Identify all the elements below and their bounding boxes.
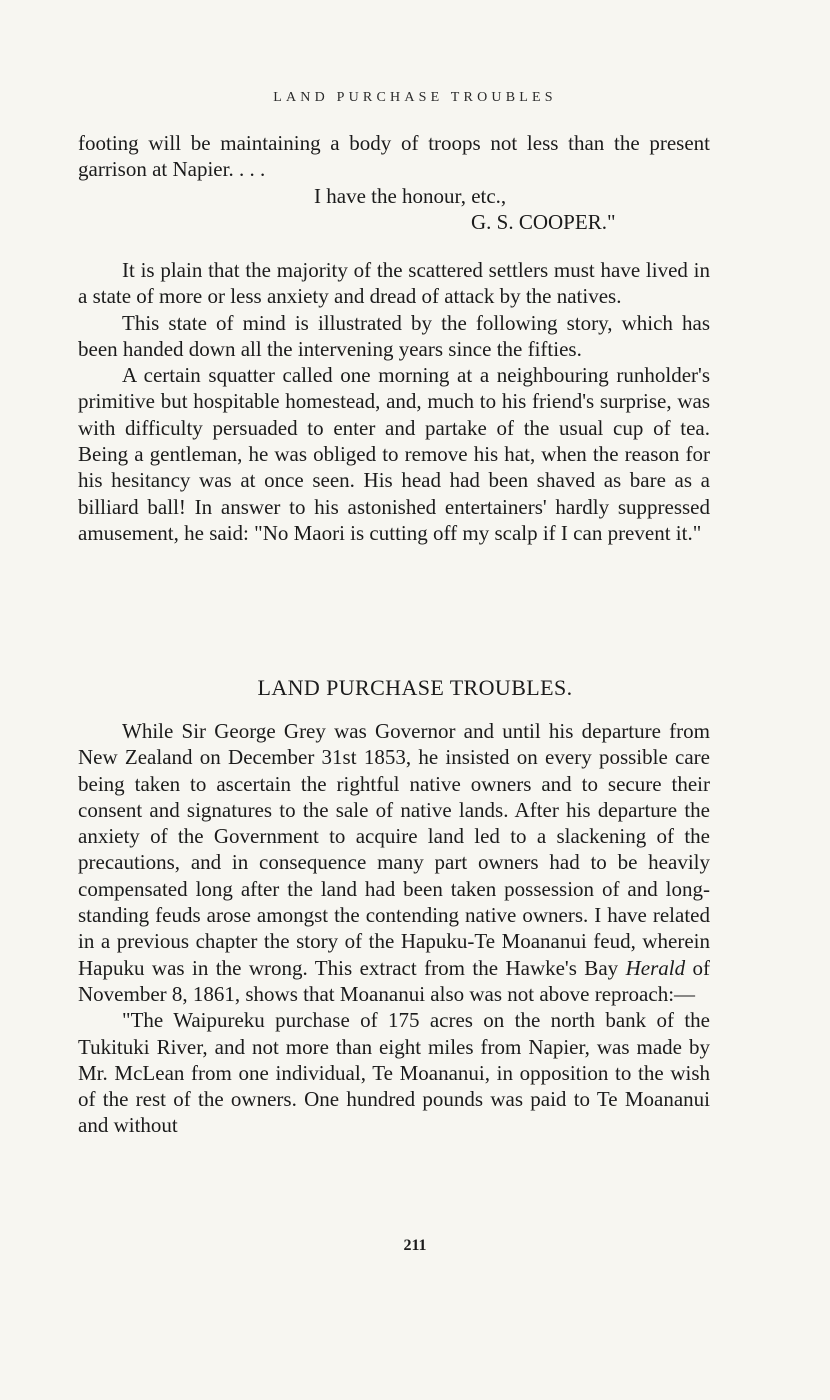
newspaper-title: Herald: [625, 955, 686, 980]
letter-sign-off: I have the honour, etc.,: [314, 183, 507, 208]
paragraph-text: While Sir George Grey was Governor and until his departure from New Zealand on December 31st 1853, he insisted on every possible care being taken to ascertain the rightful native owners and to secure their consent and signatures to the sale of native lands. After his departure the anxiety of the Government to acquire land led to a slackening of the precautions, and in consequence many part owners had to be heavily compensated long after the land had been taken possession of and long-standing feuds arose amongst the contending native owners. I have related in a previous chapter the story of the Hapuku-Te Moananui feud, wherein Hapuku was in the wrong. This extract from the Hawke's Bay: [78, 719, 710, 980]
paragraph: A certain squatter called one morning at a neighbouring runholder's primitive but hospitable homestead, and, much to his friend's surprise, was with difficulty persuaded to enter and partake of the usual cup of tea. Being a gentleman, he was obliged to remove his hat, when the reason for his hesitancy was at once seen. His head had been shaved as bare as a billiard ball! In answer to his astonished entertainers' hardly suppressed amusement, he said: "No Maori is cutting off my scalp if I can prevent it.": [78, 363, 710, 545]
running-head: LAND PURCHASE TROUBLES: [273, 90, 557, 105]
page-number: 211: [403, 1237, 427, 1254]
paragraph: [78, 718, 710, 1007]
letter-closing-text: footing will be maintaining a body of troops not less than the present garrison at Napier. . . .: [78, 131, 710, 182]
paragraph: This state of mind is illustrated by the following story, which has been handed down all the intervening years since the fifties.: [78, 310, 710, 361]
body-text-before-heading: [78, 257, 710, 546]
letter-ending: [78, 130, 710, 235]
paragraph: It is plain that the majority of the scattered settlers must have lived in a state of more or less anxiety and dread of attack by the natives.: [78, 258, 710, 309]
paragraph: "The Waipureku purchase of 175 acres on the north bank of the Tukituki River, and not more than eight miles from Napier, was made by Mr. McLean from one individual, Te Moananui, in opposition to the wish of the rest of the owners. One hundred pounds was paid to Te Moananui and without: [78, 1008, 710, 1138]
paragraph-text: of November 8, 1861, shows that Moananui also was not above reproach:—: [78, 955, 710, 1006]
section-heading: LAND PURCHASE TROUBLES.: [257, 675, 573, 700]
body-text-after-heading: [78, 718, 710, 1139]
letter-signature: G. S. COOPER.": [471, 209, 616, 234]
